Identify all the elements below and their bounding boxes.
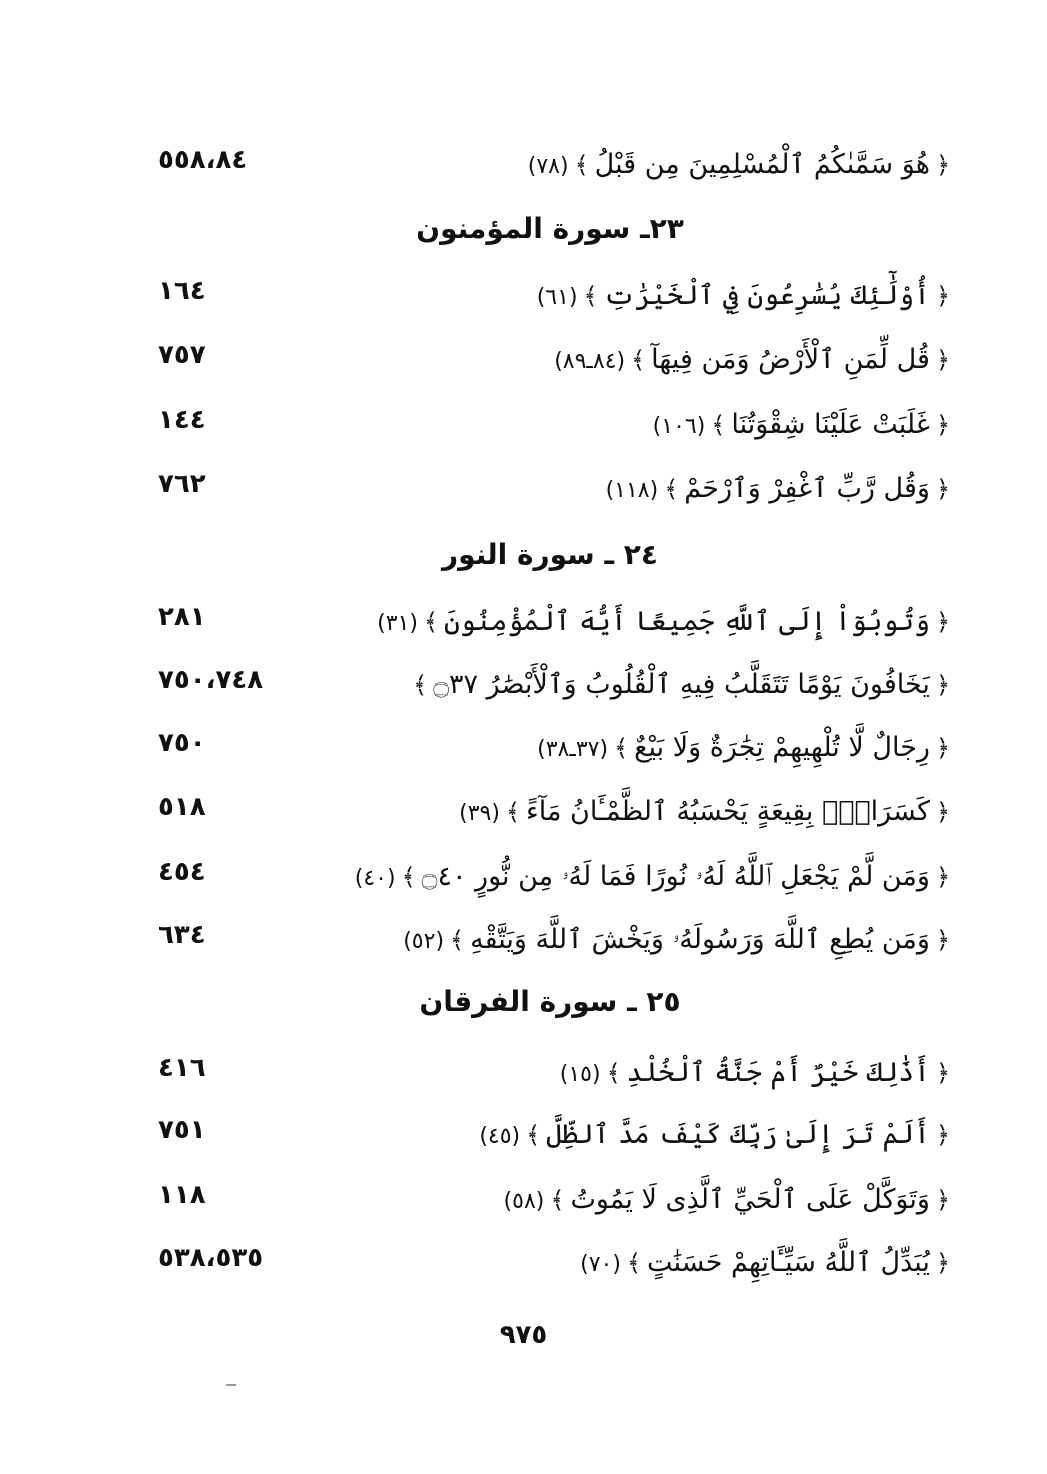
page-reference: ٧٥٠ (158, 728, 206, 758)
verse-text (580, 1247, 950, 1278)
verse-text (377, 606, 950, 637)
ayah-number: (١١٨) (605, 478, 659, 503)
verse-text (528, 149, 950, 180)
surah-title: ٢٥ ـ سورة الفرقان (419, 985, 681, 1018)
ornament-close-icon: ﴾ (626, 1249, 641, 1277)
verse-text (459, 796, 950, 827)
page-number: ٩٧٥ (499, 1320, 548, 1350)
page-reference: ٧٥٠،٧٤٨ (158, 665, 264, 695)
page-reference: ٥٣٨،٥٣٥ (158, 1243, 264, 1273)
ornament-open-icon: ﴿ (935, 282, 950, 310)
ayah-number: (٣١) (377, 611, 418, 636)
ornament-close-icon: ﴾ (574, 151, 589, 179)
verse-words: قُل لِّمَنِ ٱلْأَرْضُ وَمَن فِيهَآ (651, 344, 930, 375)
surah-heading (150, 985, 950, 1018)
ornament-close-icon: ﴾ (614, 734, 629, 762)
ayah-number: (٨٤ـ٨٩) (554, 349, 626, 374)
ornament-open-icon: ﴿ (935, 926, 950, 954)
page-reference: ٢٨١ (158, 602, 206, 632)
verse-text (560, 1057, 950, 1088)
page-reference: ٧٦٢ (158, 469, 206, 499)
ornament-close-icon: ﴾ (423, 608, 439, 636)
ornament-close-icon: ﴾ (606, 1059, 621, 1087)
ornament-close-icon: ﴾ (450, 926, 465, 954)
surah-title: ٢٣ـ سورة المؤمنون (416, 212, 684, 245)
ornament-close-icon: ﴾ (413, 671, 428, 699)
ornament-open-icon: ﴿ (935, 671, 950, 699)
verse-words: وَمَن يُطِعِ ٱللَّهَ وَرَسُولَهُۥ وَيَخْشَ ٱللَّهَ وَيَتَّقْهِ (470, 924, 930, 955)
page-reference: ١٦٤ (158, 276, 206, 306)
verse-text (537, 280, 950, 311)
verse-text (479, 1119, 950, 1150)
ayah-number: (٦١) (536, 285, 578, 310)
verse-words: كَسَرَابٍۭ بِقِيعَةٍ يَحْسَبُهُ ٱلظَّمْـَٔانُ مَآءً (526, 796, 930, 827)
page-reference: ٤٥٤ (158, 857, 206, 887)
page-reference: ١١٨ (158, 1180, 206, 1210)
ayah-number: (٥٢) (403, 929, 445, 954)
verse-words: غَلَبَتْ عَلَيْنَا شِقْوَتُنَا (731, 409, 930, 440)
ayah-number: (٤٥) (479, 1124, 521, 1149)
ornament-open-icon: ﴿ (935, 1059, 950, 1087)
page-reference: ١٤٤ (158, 405, 206, 435)
ornament-open-icon: ﴿ (935, 1249, 950, 1277)
ornament-close-icon: ﴾ (550, 1186, 565, 1214)
page-reference: ٧٥٧ (158, 340, 206, 370)
verse-text (554, 344, 950, 375)
surah-heading (150, 212, 950, 245)
ornament-close-icon: ﴾ (526, 1121, 541, 1149)
ornament-open-icon: ﴿ (935, 346, 950, 374)
ayah-number: (٧٨) (527, 154, 569, 179)
verse-words: وَتَوَكَّلْ عَلَى ٱلْحَيِّ ٱلَّذِى لَا يَمُوتُ (570, 1184, 930, 1215)
ornament-open-icon: ﴿ (935, 734, 950, 762)
verse-text (606, 473, 950, 504)
ornament-close-icon: ﴾ (401, 863, 416, 891)
verse-words: أُوْلَٰٓئِكَ يُسَٰرِعُونَ فِي ٱلْخَيْرَٰتِ (603, 280, 930, 311)
ayah-number: (١٠٦) (652, 414, 706, 439)
ayah-number: (٧٠) (580, 1252, 621, 1277)
page-reference: ٧٥١ (158, 1115, 206, 1145)
ornament-close-icon: ﴾ (711, 411, 726, 439)
ayah-number: (٤٠) (354, 866, 396, 891)
page-reference: ٥١٨ (158, 792, 206, 822)
verse-text (413, 669, 950, 700)
verse-words: أَذَٰلِكَ خَيْرٌ أَمْ جَنَّةُ ٱلْخُلْدِ (626, 1057, 930, 1088)
verse-text (504, 1184, 950, 1215)
verse-text (403, 924, 950, 956)
ayah-number: (٣٩) (459, 801, 500, 826)
verse-text (355, 861, 950, 893)
ornament-open-icon: ﴿ (935, 608, 950, 636)
ornament-open-icon: ﴿ (935, 475, 950, 503)
verse-words: يُبَدِّلُ ٱللَّهُ سَيِّـَٔاتِهِمْ حَسَنَٰتٍ (647, 1247, 930, 1278)
ornament-open-icon: ﴿ (935, 863, 950, 891)
ornament-open-icon: ﴿ (935, 798, 950, 826)
page-reference: ٦٣٤ (158, 920, 206, 950)
surah-heading (150, 538, 950, 571)
ornament-close-icon: ﴾ (631, 346, 646, 374)
ornament-close-icon: ﴾ (664, 475, 679, 503)
ornament-open-icon: ﴿ (935, 151, 950, 179)
verse-text (653, 409, 950, 440)
surah-title: ٢٤ ـ سورة النور (442, 538, 658, 571)
page-reference: ٥٥٨،٨٤ (158, 145, 248, 175)
page-reference: ٤١٦ (158, 1053, 206, 1083)
ornament-open-icon: ﴿ (935, 1186, 950, 1214)
verse-words: وَقُل رَّبِّ ٱغْفِرْ وَٱرْحَمْ (684, 473, 930, 504)
verse-words: هُوَ سَمَّىٰكُمُ ٱلْمُسْلِمِينَ مِن قَبْلُ (594, 149, 930, 180)
verse-words: رِجَالٌ لَّا تُلْهِيهِمْ تِجَٰرَةٌ وَلَا بَيْعٌ (634, 732, 930, 763)
ayah-number: (١٥) (559, 1062, 601, 1087)
ornament-open-icon: ﴿ (935, 411, 950, 439)
ornament-open-icon: ﴿ (935, 1121, 950, 1149)
verse-words: وَمَن لَّمْ يَجْعَلِ ٱللَّهُ لَهُۥ نُورًا فَمَا لَهُۥ مِن نُّورٍ ۝٤٠ (421, 861, 930, 892)
scan-speck (226, 1384, 236, 1386)
ayah-number: (٥٨) (503, 1189, 545, 1214)
verse-words: يَخَافُونَ يَوْمًا تَتَقَلَّبُ فِيهِ ٱلْقُلُوبُ وَٱلْأَبْصَٰرُ ۝٣٧ (433, 669, 930, 700)
ornament-close-icon: ﴾ (505, 798, 521, 826)
ornament-close-icon: ﴾ (583, 282, 598, 310)
verse-text (537, 732, 950, 763)
verse-words: أَلَمْ تَرَ إِلَىٰ رَبِّكَ كَيْفَ مَدَّ ٱلظِّلَّ (546, 1119, 930, 1150)
verse-words: وَتُوبُوٓاْ إِلَى ٱللَّهِ جَمِيعًا أَيُّهَ ٱلْمُؤْمِنُونَ (444, 606, 930, 637)
ayah-number: (٣٧ـ٣٨) (537, 737, 609, 762)
